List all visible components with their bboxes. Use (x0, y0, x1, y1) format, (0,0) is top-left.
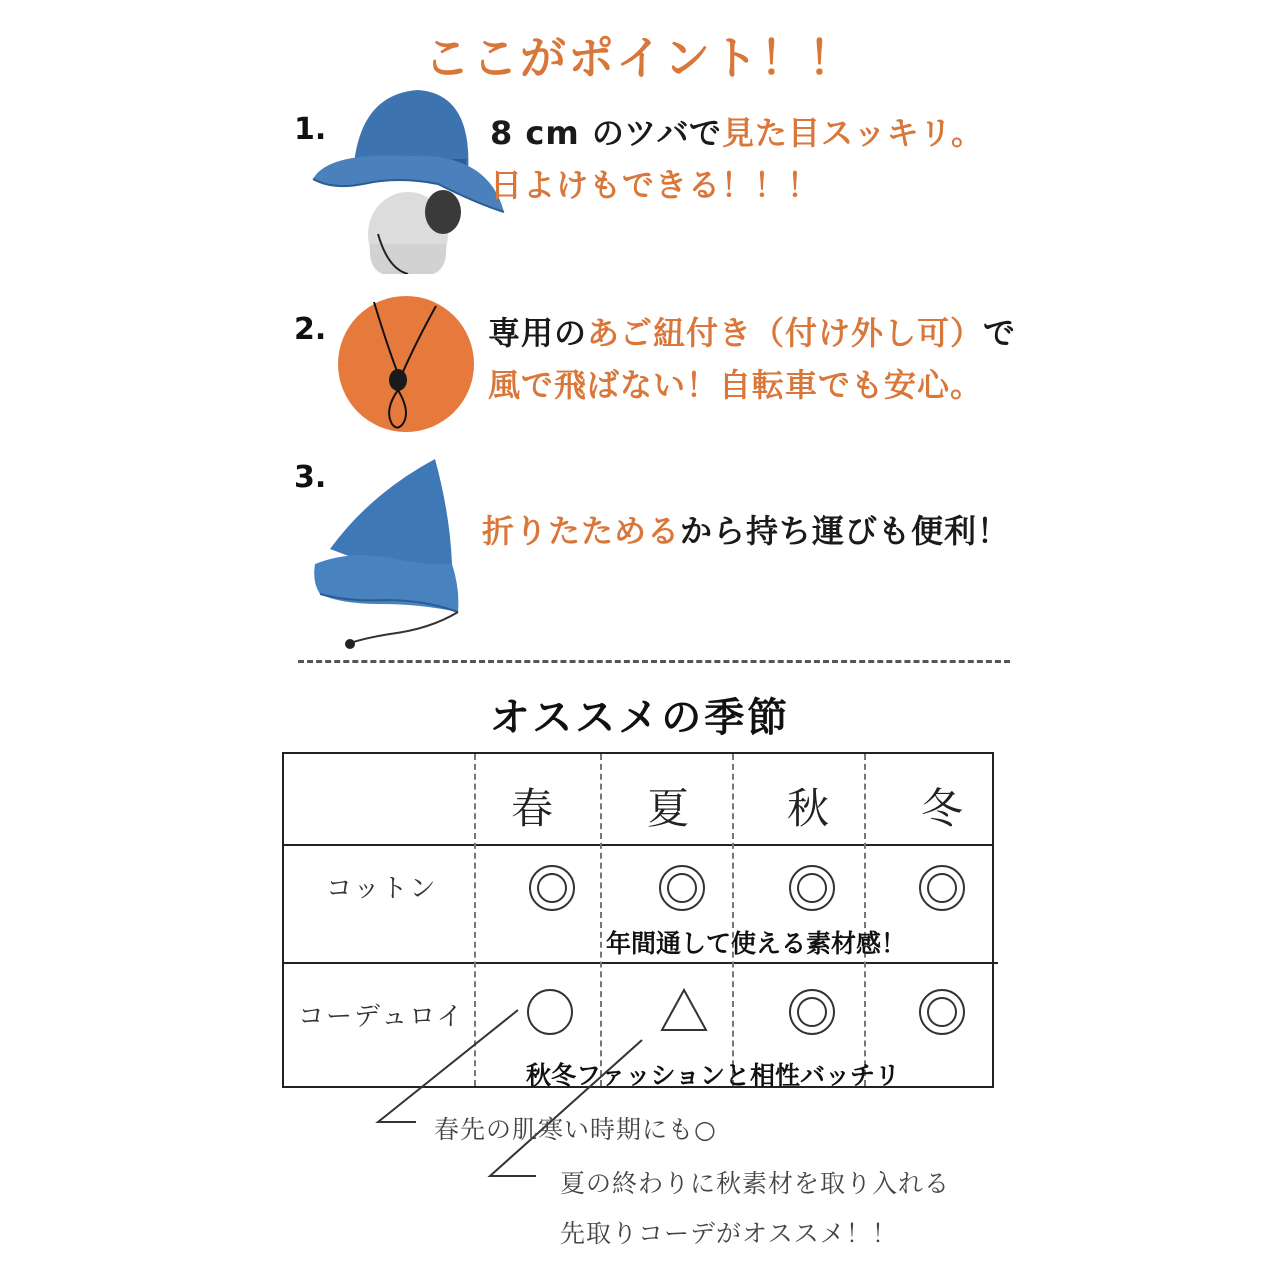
folded-hat-image (310, 454, 480, 654)
point-2-number: 2. (294, 312, 327, 347)
row-label-corduroy: コーデュロイ (298, 1002, 465, 1032)
point-1-text-b: 見た目スッキリ。 (721, 114, 985, 152)
double-circle-icon (522, 858, 582, 918)
double-circle-icon (782, 982, 842, 1042)
point-1-text-a: 8 cm のツバで (490, 114, 722, 152)
hat-on-mannequin-image (308, 84, 508, 274)
double-circle-icon (652, 858, 712, 918)
page-title: ここがポイント！！ (424, 31, 856, 85)
row-note-cotton: 年間通して使える素材感！ (606, 929, 907, 958)
double-circle-icon (782, 858, 842, 918)
callout-spring: 春先の肌寒い時期にも○ (434, 1115, 717, 1144)
chin-strap-image (336, 292, 476, 442)
point-1-number: 1. (294, 112, 327, 147)
row-note-corduroy: 秋冬ファッションと相性バッチリ (526, 1061, 901, 1090)
point-2-text-c: で (983, 314, 1017, 352)
double-circle-icon (912, 982, 972, 1042)
point-2-line-2: 風で飛ばない！自転車でも安心。 (488, 366, 984, 404)
table-col-rule (732, 754, 734, 1086)
section-divider (298, 660, 1010, 663)
callout-summer-2: 先取りコーデがオススメ！！ (560, 1219, 898, 1248)
point-2-text-b: あご紐付き（付け外し可） (587, 314, 984, 352)
season-spring: 春 (510, 784, 553, 833)
table-header-rule (282, 844, 994, 846)
triangle-icon (654, 982, 714, 1042)
point-2-line-1 (488, 308, 1016, 354)
point-3-text-b: から持ち運びも便利！ (680, 512, 1011, 550)
row-label-cotton: コットン (326, 874, 438, 904)
season-summer: 夏 (646, 784, 689, 833)
point-1-line-2: 日よけもできる！！！ (490, 166, 821, 204)
season-title: オススメの季節 (489, 695, 791, 741)
point-3-text-a: 折りたためる (482, 512, 681, 550)
season-winter: 冬 (920, 784, 963, 833)
season-autumn: 秋 (786, 784, 829, 833)
callout-lines (360, 1000, 660, 1190)
point-3-number: 3. (294, 460, 327, 495)
callout-summer: 夏の終わりに秋素材を取り入れる (560, 1169, 951, 1198)
point-2-text-a: 専用の (488, 314, 588, 352)
double-circle-icon (912, 858, 972, 918)
point-3-line-1 (482, 506, 1010, 552)
table-row-rule (282, 962, 998, 964)
point-1-line-1 (490, 108, 984, 154)
